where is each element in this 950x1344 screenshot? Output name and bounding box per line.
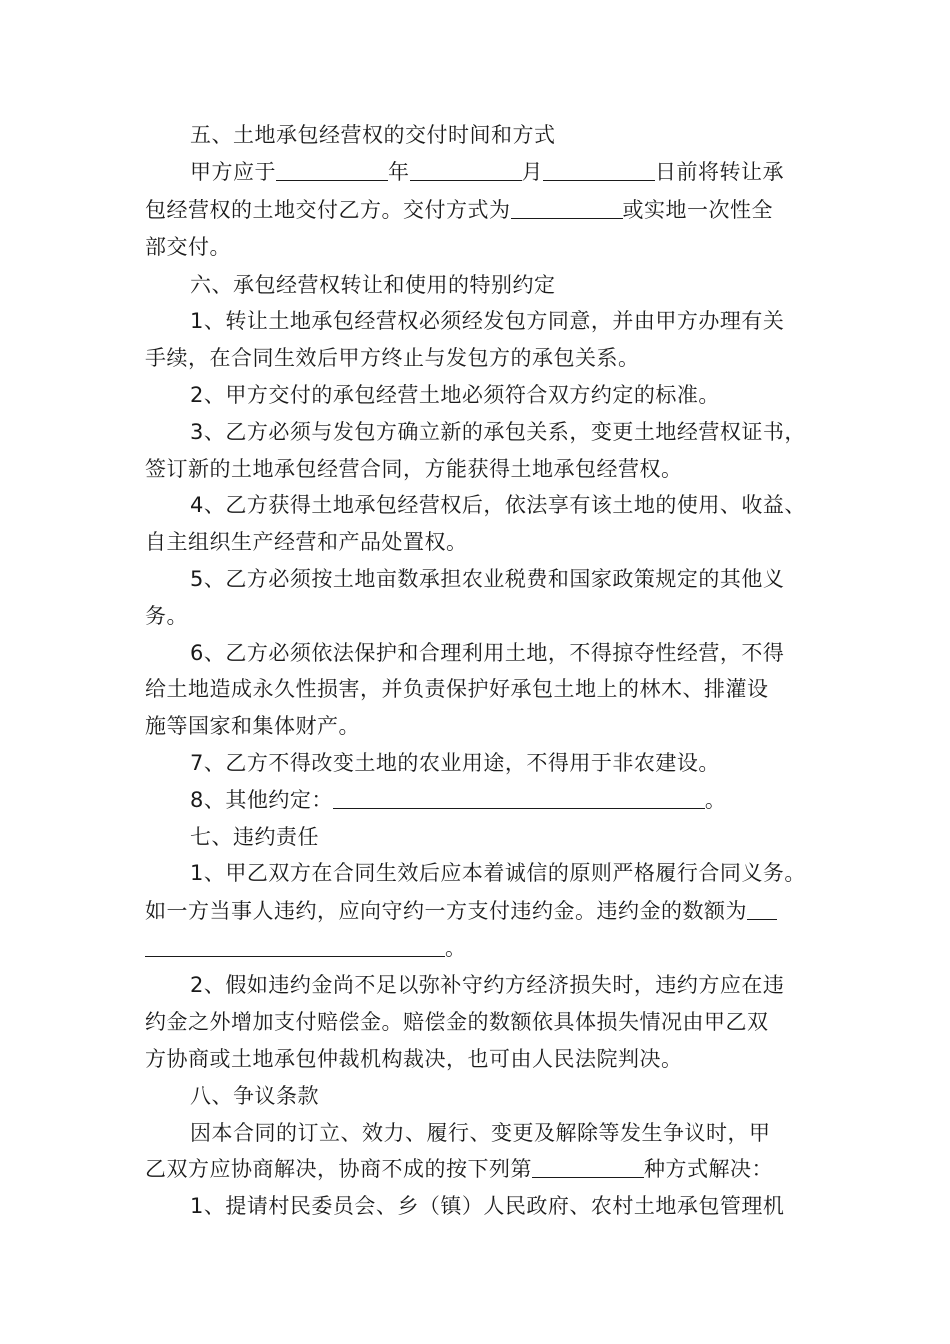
clause-8-1: 1、提请村民委员会、乡（镇）人民政府、农村土地承包管理机 [190, 1194, 785, 1218]
section-8-heading: 八、争议条款 [190, 1084, 319, 1108]
clause-7-1-line-3 [145, 933, 825, 963]
penalty-amount-blank[interactable] [747, 897, 777, 920]
section-8-paragraph-line-1: 因本合同的订立、效力、履行、变更及解除等发生争议时，甲 [190, 1121, 771, 1145]
clause-6-6-line-1: 6、乙方必须依法保护和合理利用土地，不得掠夺性经营，不得 [190, 641, 785, 665]
text-segment: 或实地一次性全 [622, 198, 773, 222]
text-segment: 年 [388, 160, 410, 184]
clause-7-2-line-2: 约金之外增加支付赔偿金。赔偿金的数额依具体损失情况由甲乙双 [145, 1010, 769, 1034]
clause-7-1-line-1: 1、甲乙双方在合同生效后应本着诚信的原则严格履行合同义务。 [190, 861, 806, 885]
clause-6-4-line-1: 4、乙方获得土地承包经营权后，依法享有该土地的使用、收益、 [190, 493, 806, 517]
clause-6-7: 7、乙方不得改变土地的农业用途，不得用于非农建设。 [190, 751, 720, 775]
text-segment: 8、其他约定： [190, 788, 333, 812]
text-segment: 。 [445, 936, 467, 960]
clause-7-1-line-2 [145, 896, 825, 926]
clause-6-4-line-2: 自主组织生产经营和产品处置权。 [145, 530, 468, 554]
text-segment: 种方式解决： [644, 1157, 773, 1181]
year-blank[interactable] [276, 158, 388, 181]
section-5-line-3: 部交付。 [145, 235, 231, 259]
clause-6-5-line-2: 务。 [145, 604, 188, 628]
other-agreement-blank[interactable] [333, 786, 705, 809]
clause-6-1-line-1: 1、转让土地承包经营权必须经发包方同意，并由甲方办理有关 [190, 309, 785, 333]
delivery-method-blank[interactable] [511, 196, 623, 219]
clause-6-8 [190, 785, 830, 815]
clause-6-3-line-1: 3、乙方必须与发包方确立新的承包关系，变更土地经营权证书， [190, 420, 806, 444]
clause-7-2-line-1: 2、假如违约金尚不足以弥补守约方经济损失时，违约方应在违 [190, 973, 785, 997]
text-segment: 。 [704, 788, 727, 812]
clause-6-6-line-2: 给土地造成永久性损害，并负责保护好承包土地上的林木、排灌设 [145, 677, 769, 701]
section-7-heading: 七、违约责任 [190, 825, 319, 849]
clause-6-5-line-1: 5、乙方必须按土地亩数承担农业税费和国家政策规定的其他义 [190, 567, 785, 591]
text-segment: 如一方当事人违约，应向守约一方支付违约金。违约金的数额为 [145, 899, 747, 923]
section-5-line-2 [145, 195, 825, 225]
text-segment: 月 [521, 160, 543, 184]
clause-7-2-line-3: 方协商或土地承包仲裁机构裁决，也可由人民法院判决。 [145, 1047, 683, 1071]
text-segment: 日前将转让承 [655, 160, 784, 184]
section-5-heading: 五、土地承包经营权的交付时间和方式 [190, 123, 556, 147]
section-5-line-1 [190, 157, 830, 187]
text-segment: 包经营权的土地交付乙方。交付方式为 [145, 198, 511, 222]
resolution-method-blank[interactable] [532, 1155, 644, 1178]
clause-6-1-line-2: 手续，在合同生效后甲方终止与发包方的承包关系。 [145, 346, 640, 370]
section-6-heading: 六、承包经营权转让和使用的特别约定 [190, 273, 556, 297]
section-8-paragraph-line-2 [145, 1154, 825, 1184]
penalty-amount-blank-continued[interactable] [145, 934, 445, 957]
clause-6-6-line-3: 施等国家和集体财产。 [145, 714, 360, 738]
clause-6-3-line-2: 签订新的土地承包经营合同，方能获得土地承包经营权。 [145, 457, 683, 481]
text-segment: 甲方应于 [190, 160, 276, 184]
text-segment: 乙双方应协商解决，协商不成的按下列第 [145, 1157, 532, 1181]
clause-6-2: 2、甲方交付的承包经营土地必须符合双方约定的标准。 [190, 383, 720, 407]
month-blank[interactable] [410, 158, 522, 181]
day-blank[interactable] [543, 158, 655, 181]
